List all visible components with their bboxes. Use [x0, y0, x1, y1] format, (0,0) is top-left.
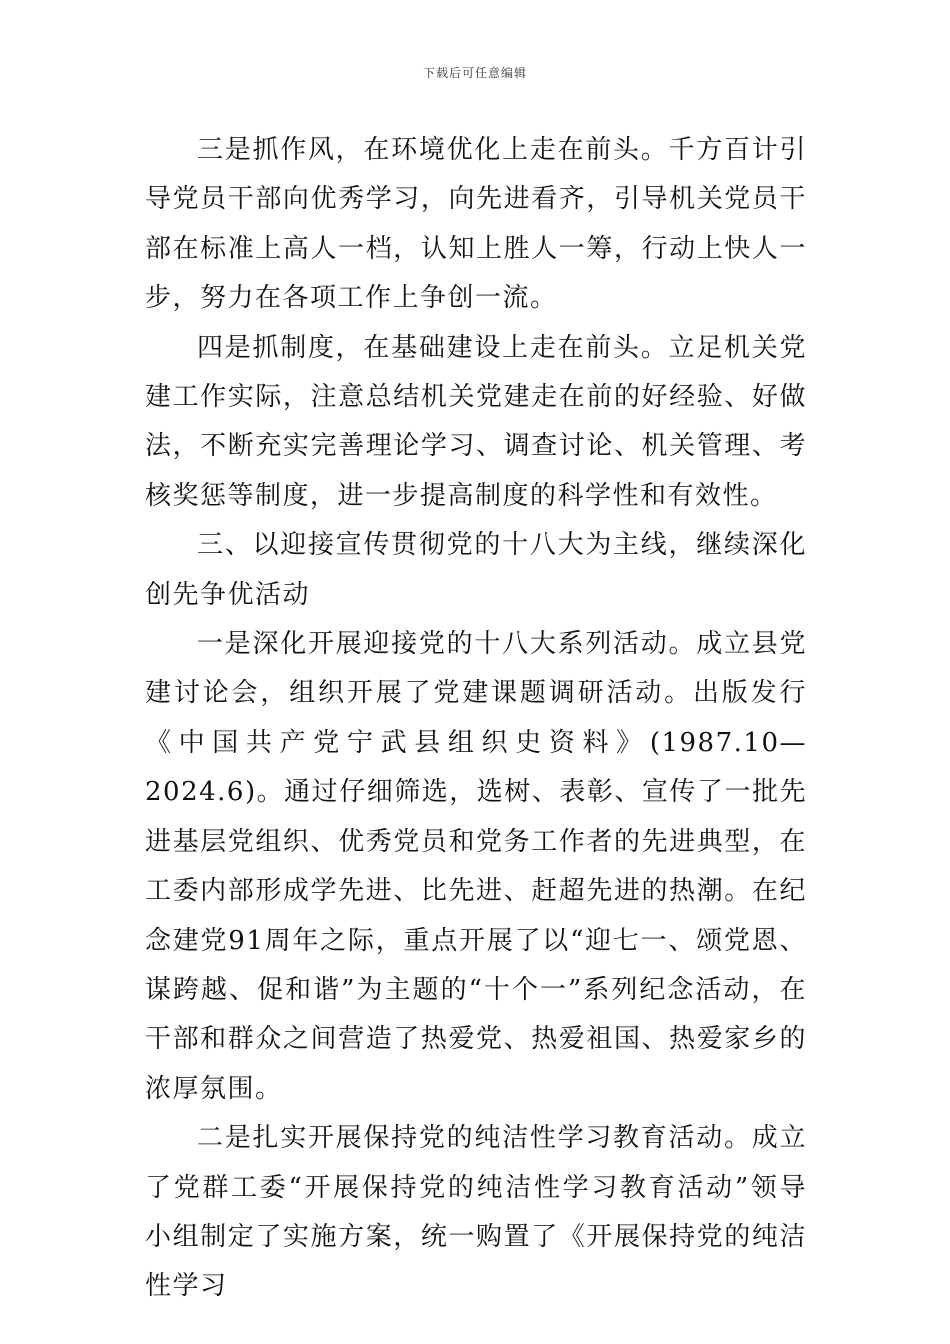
- paragraph-congress-activities: 一是深化开展迎接党的十八大系列活动。成立县党建讨论会，组织开展了党建课题调研活动。出版发行《中国共产党宁武县组织史资料》(1987.10—2024.6)。通过仔细筛选，选树、表彰、宣传了一批先进基层党组织、优秀党员和党务工作者的先进典型，在工委内部形成学先进、比先进、赶超先进的热潮。在纪念建党91周年之际，重点开展了以“迎七一、颂党恩、谋跨越、促和谐”为主题的“十个一”系列纪念活动，在干部和群众之间营造了热爱党、热爱祖国、热爱家乡的浓厚氛围。: [145, 629, 807, 1104]
- paragraph-institution: 四是抓制度，在基础建设上走在前头。立足机关党建工作实际，注意总结机关党建走在前的好经验、好做法，不断充实完善理论学习、调查讨论、机关管理、考核奖惩等制度，进一步提高制度的科学性和有效性。: [145, 332, 807, 511]
- paragraph-work-style: 三是抓作风，在环境优化上走在前头。千方百计引导党员干部向优秀学习，向先进看齐，引导机关党员干部在标准上高人一档，认知上胜人一筹，行动上快人一步，努力在各项工作上争创一流。: [145, 135, 807, 314]
- document-body: [145, 126, 807, 1312]
- section-heading-three: 三、以迎接宣传贯彻党的十八大为主线，继续深化创先争优活动: [145, 530, 807, 610]
- page-header-note: 下载后可任意编辑: [422, 66, 527, 80]
- paragraph-purity-education: 二是扎实开展保持党的纯洁性学习教育活动。成立了党群工委“开展保持党的纯洁性学习教育活动”领导小组制定了实施方案，统一购置了《开展保持党的纯洁性学习: [145, 1123, 807, 1302]
